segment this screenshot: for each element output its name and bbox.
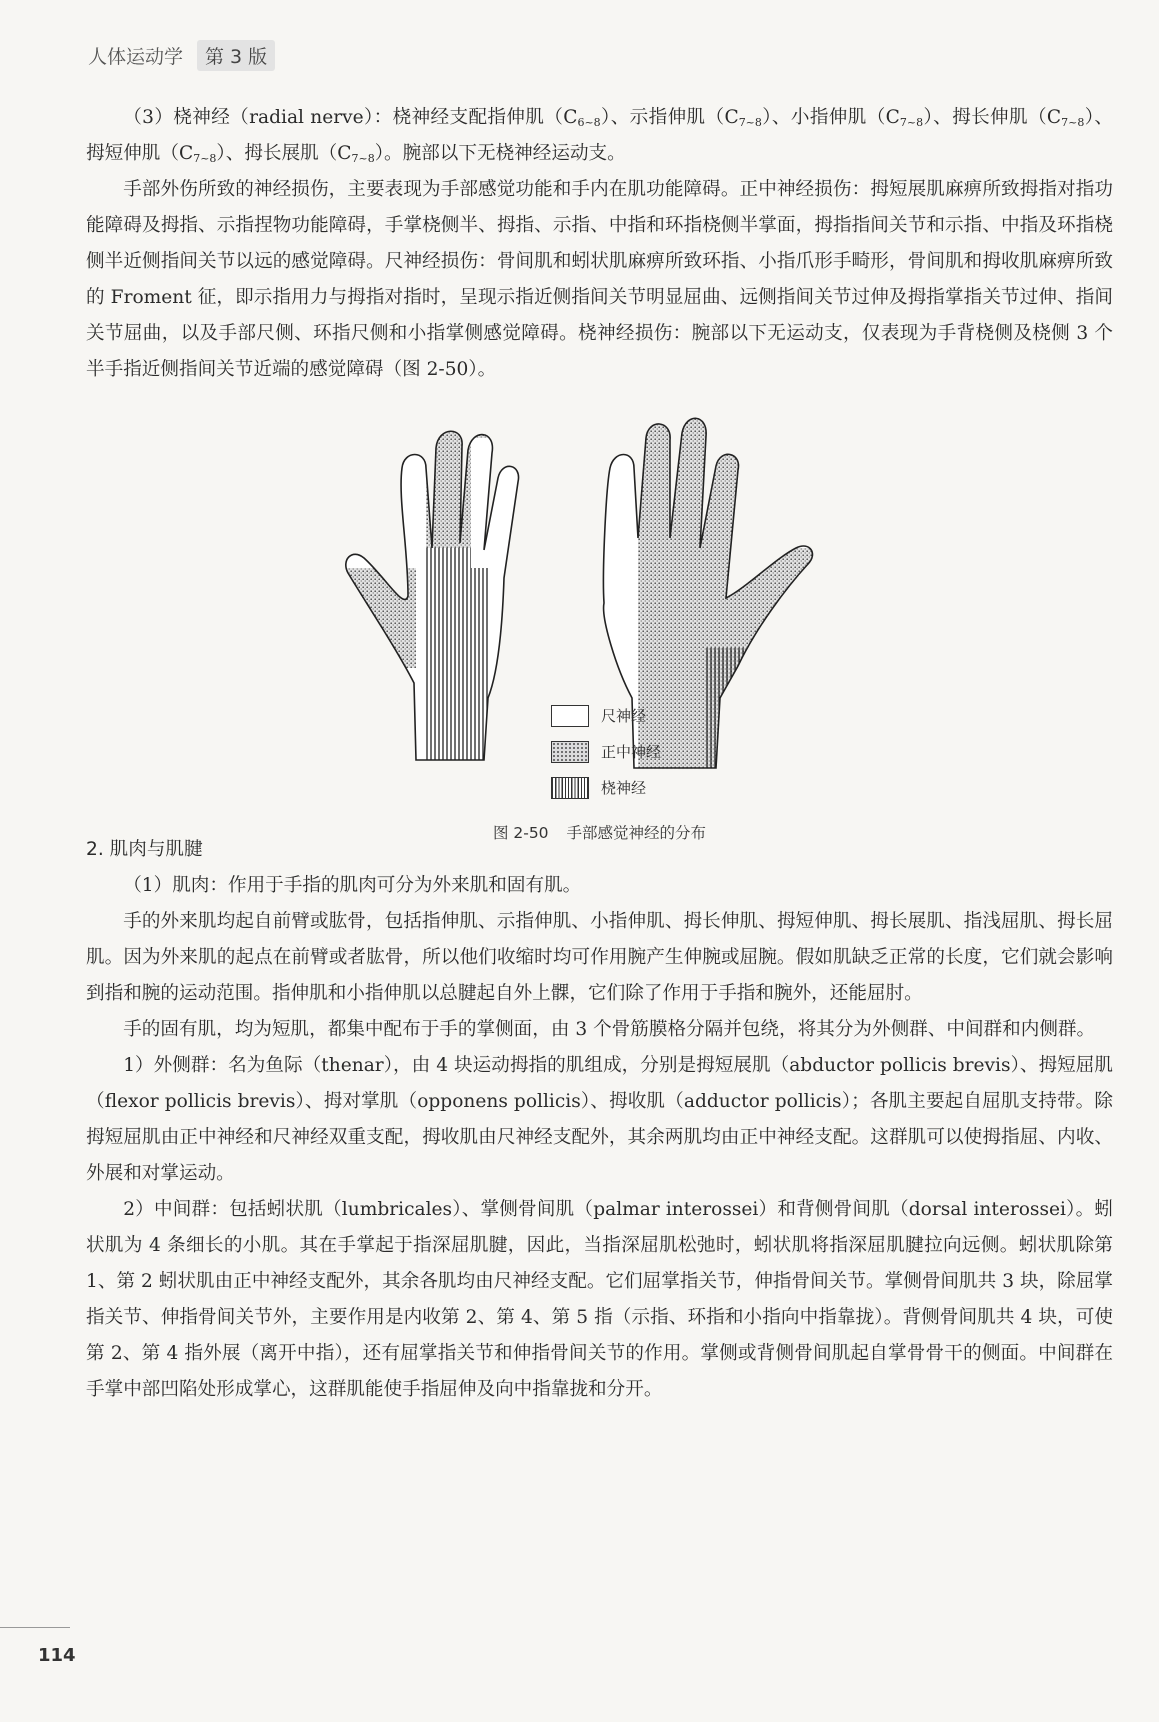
radial-swatch	[551, 777, 589, 799]
figure-caption	[86, 815, 1113, 851]
section-heading: 2. 肌肉与肌腱	[86, 839, 203, 860]
paragraph-intrinsic-muscles: 手的固有肌，均为短肌，都集中配布于手的掌侧面，由 3 个骨筋膜格分隔并包绕，将其分为外侧群、中间群和内侧群。	[123, 1019, 1096, 1040]
figure-legend	[551, 698, 661, 806]
figure-hand-sensory-nerves	[86, 398, 1113, 842]
subscript: 7~8	[351, 152, 375, 165]
page-number: 114	[38, 1645, 76, 1666]
paragraph-lateral-group: 1）外侧群：名为鱼际（thenar），由 4 块运动拇指的肌组成，分别是拇短展肌（abductor pollicis brevis）、拇短屈肌（flexor pollicis brevis）、拇对掌肌（opponens pollicis）、拇收肌（adductor pollicis）；各肌主要起自屈肌支持带。除拇短屈肌由正中神经和尺神经双重支配，拇收肌由尺神经支配外，其余两肌均由正中神经支配。这群肌可以使拇指屈、内收、外展和对掌运动。	[86, 1055, 1113, 1184]
running-header	[88, 38, 275, 72]
subscript: 7~8	[1061, 116, 1085, 129]
figure-number: 图 2-50	[492, 824, 549, 842]
median-swatch	[551, 741, 589, 763]
legend-item-ulnar	[551, 698, 661, 734]
ulnar-swatch	[551, 705, 589, 727]
subscript: 7~8	[899, 116, 924, 129]
paragraph-nerve-injury: 手部外伤所致的神经损伤，主要表现为手部感觉功能和手内在肌功能障碍。正中神经损伤：拇短展肌麻痹所致拇指对指功能障碍及拇指、示指捏物功能障碍，手掌桡侧半、拇指、示指、中指和环指桡侧半掌面，拇指指间关节和示指、中指及环指桡侧半近侧指间关节以远的感觉障碍。尺神经损伤：骨间肌和蚓状肌麻痹所致环指、小指爪形手畸形，骨间肌和拇收肌麻痹所致的 Froment 征，即示指用力与拇指对指时，呈现示指近侧指间关节明显屈曲、远侧指间关节过伸及拇指掌指关节过伸、指间关节屈曲，以及手部尺侧、环指尺侧和小指掌侧感觉障碍。桡神经损伤：腕部以下无运动支，仅表现为手背桡侧及桡侧 3 个半手指近侧指间关节近端的感觉障碍（图 2-50）。	[86, 179, 1113, 380]
paragraph-extrinsic-muscles: 手的外来肌均起自前臂或肱骨，包括指伸肌、示指伸肌、小指伸肌、拇长伸肌、拇短伸肌、拇长展肌、指浅屈肌、拇长屈肌。因为外来肌的起点在前臂或者肱骨，所以他们收缩时均可作用腕产生伸腕或屈腕。假如肌缺乏正常的长度，它们就会影响到指和腕的运动范围。指伸肌和小指伸肌以总腱起自外上髁，它们除了作用于手指和腕外，还能屈肘。	[86, 911, 1113, 1004]
book-title: 人体运动学	[88, 45, 184, 68]
subscript: 7~8	[193, 152, 217, 165]
subscript: 7~8	[738, 116, 762, 129]
subscript: 6~8	[577, 116, 601, 129]
edition-badge: 第 3 版	[197, 40, 275, 71]
legend-item-median	[551, 734, 661, 770]
legend-label: 桡神经	[601, 779, 647, 797]
page-body	[86, 100, 1113, 1408]
paragraph-muscles-intro: （1）肌肉：作用于手指的肌肉可分为外来肌和固有肌。	[123, 875, 582, 896]
legend-item-radial	[551, 770, 661, 806]
paragraph-radial-nerve: （3）桡神经（radial nerve）：桡神经支配指伸肌$(C_{6\sim 8})$、示指伸肌$(C_{7\sim 8})$、小指伸肌$(C_{7\sim 8})$、拇长伸肌$(C_{7\sim 8})$、拇短伸肌$(C_{7\sim 8})$、拇长展肌$(C_{7\sim 8})$。腕部以下无桡神经运动支。	[86, 107, 1113, 165]
legend-label: 尺神经	[601, 707, 647, 725]
legend-label: 正中神经	[601, 743, 662, 761]
paragraph-middle-group: 2）中间群：包括蚓状肌（lumbricales）、掌侧骨间肌（palmar interossei）和背侧骨间肌（dorsal interossei）。蚓状肌为 4 条细长的小肌。其在手掌起于指深屈肌腱，因此，当指深屈肌松弛时，蚓状肌将指深屈肌腱拉向远侧。蚓状肌除第 1、第 2 蚓状肌由正中神经支配外，其余各肌均由尺神经支配。它们屈掌指关节，伸指骨间关节。掌侧骨间肌共 3 块，除屈掌指关节、伸指骨间关节外，主要作用是内收第 2、第 4、第 5 指（示指、环指和小指向中指靠拢）。背侧骨间肌共 4 块，可使第 2、第 4 指外展（离开中指），还有屈掌指关节和伸指骨间关节的作用。掌侧或背侧骨间肌起自掌骨骨干的侧面。中间群在手掌中部凹陷处形成掌心，这群肌能使手指屈伸及向中指靠拢和分开。	[86, 1199, 1113, 1400]
footer-rule	[0, 1627, 70, 1628]
figure-caption-text: 手部感觉神经的分布	[566, 824, 707, 842]
